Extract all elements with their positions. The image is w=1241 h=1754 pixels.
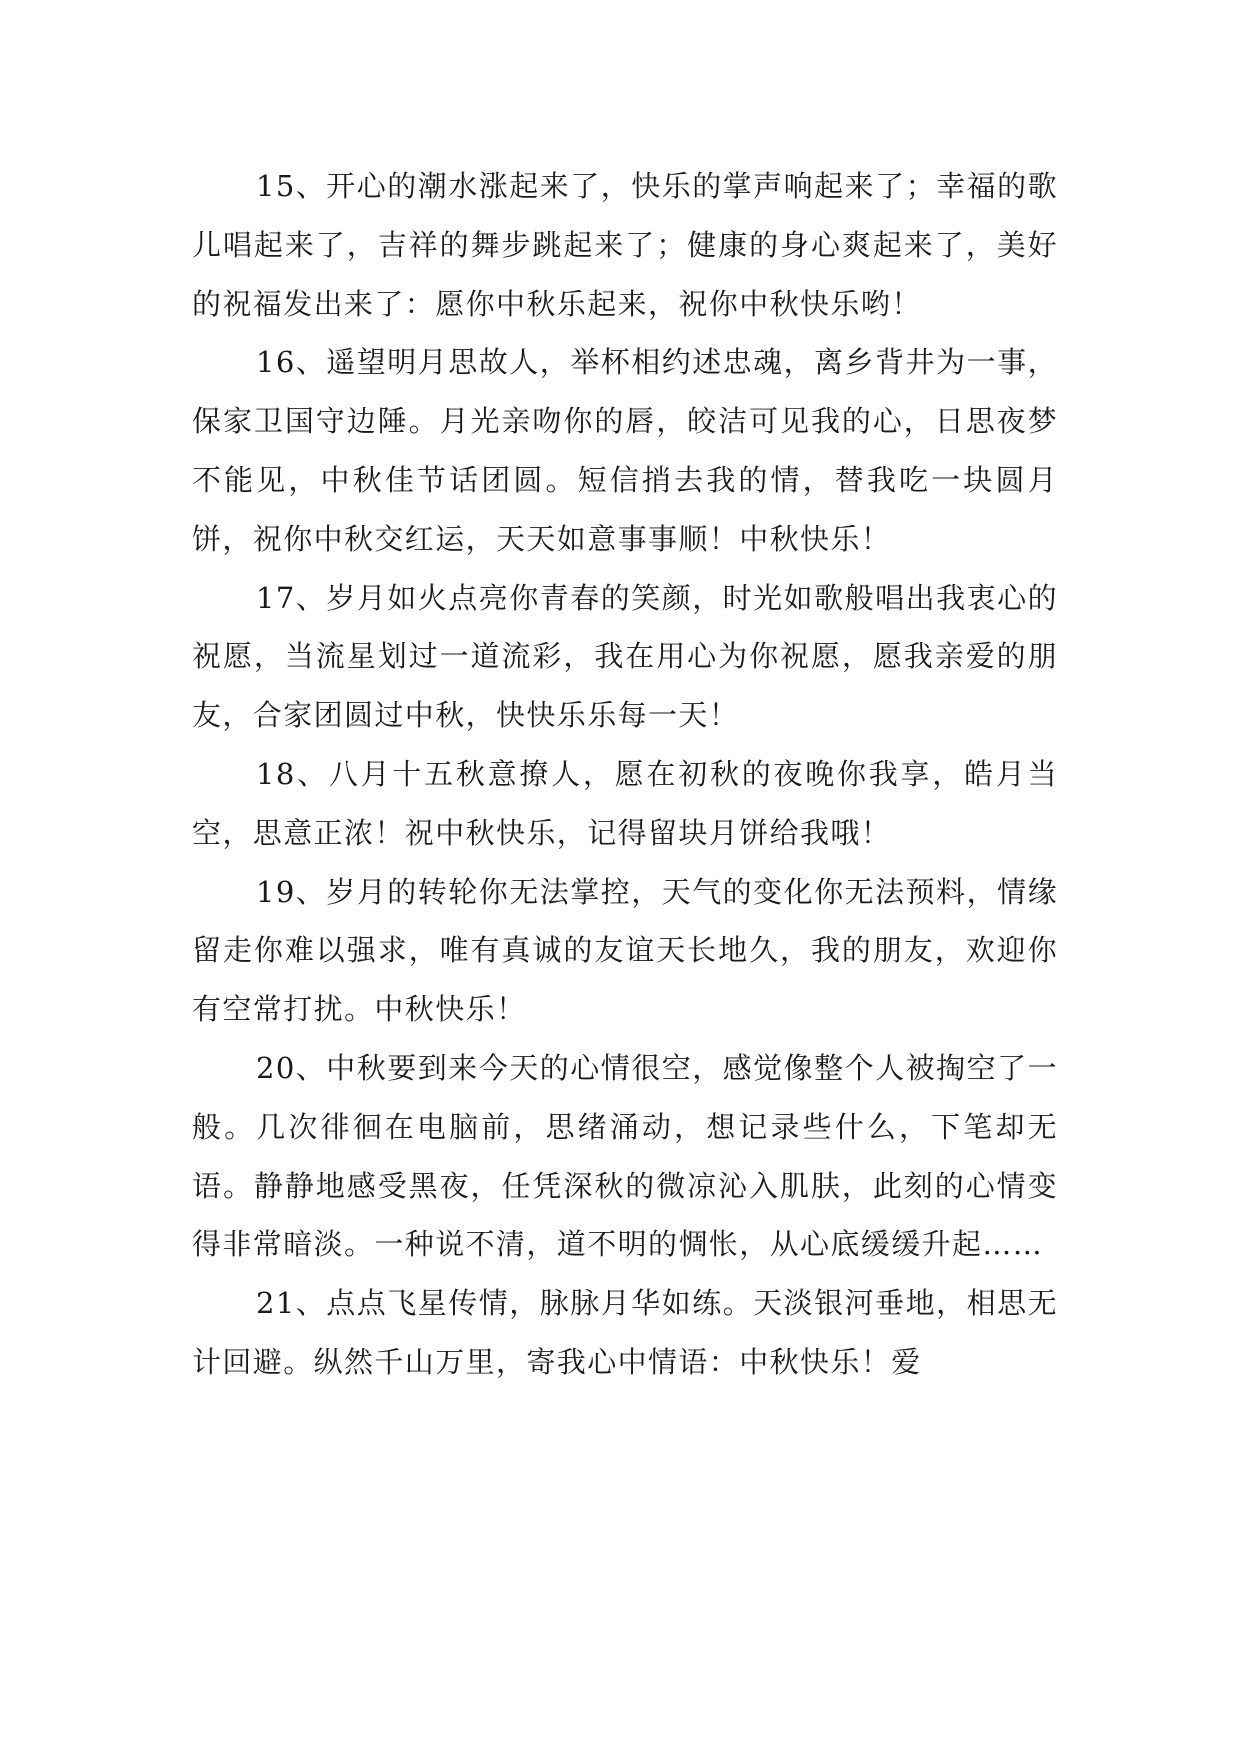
paragraph-18: 18、八月十五秋意撩人，愿在初秋的夜晚你我享，皓月当空，思意正浓！祝中秋快乐，记得留块月饼给我哦！ [192, 756, 1058, 850]
document-page [192, 157, 1058, 1392]
paragraph-21: 21、点点飞星传情，脉脉月华如练。天淡银河垂地，相思无计回避。纵然千山万里，寄我心中情语：中秋快乐！爱 [192, 1286, 1058, 1379]
paragraph-20: 20、中秋要到来今天的心情很空，感觉像整个人被掏空了一般。几次徘徊在电脑前，思绪涌动，想记录些什么，下笔却无语。静静地感受黑夜，任凭深秋的微凉沁入肌肤，此刻的心情变得非常暗淡。一种说不清，道不明的惆怅，从心底缓缓升起…… [192, 1050, 1058, 1262]
paragraph-15: 15、开心的潮水涨起来了，快乐的掌声响起来了；幸福的歌儿唱起来了，吉祥的舞步跳起来了；健康的身心爽起来了，美好的祝福发出来了：愿你中秋乐起来，祝你中秋快乐哟！ [192, 169, 1058, 321]
paragraph-17: 17、岁月如火点亮你青春的笑颜，时光如歌般唱出我衷心的祝愿，当流星划过一道流彩，我在用心为你祝愿，愿我亲爱的朋友，合家团圆过中秋，快快乐乐每一天！ [192, 580, 1058, 733]
paragraph-19: 19、岁月的转轮你无法掌控，天气的变化你无法预料，情缘留走你难以强求，唯有真诚的友谊天长地久，我的朋友，欢迎你有空常打扰。中秋快乐！ [192, 874, 1058, 1027]
paragraph-16: 16、遥望明月思故人，举杯相约述忠魂，离乡背井为一事，保家卫国守边陲。月光亲吻你的唇，皎洁可见我的心，日思夜梦不能见，中秋佳节话团圆。短信捎去我的情，替我吃一块圆月饼，祝你中秋交红运，天天如意事事顺！中秋快乐！ [192, 345, 1058, 556]
